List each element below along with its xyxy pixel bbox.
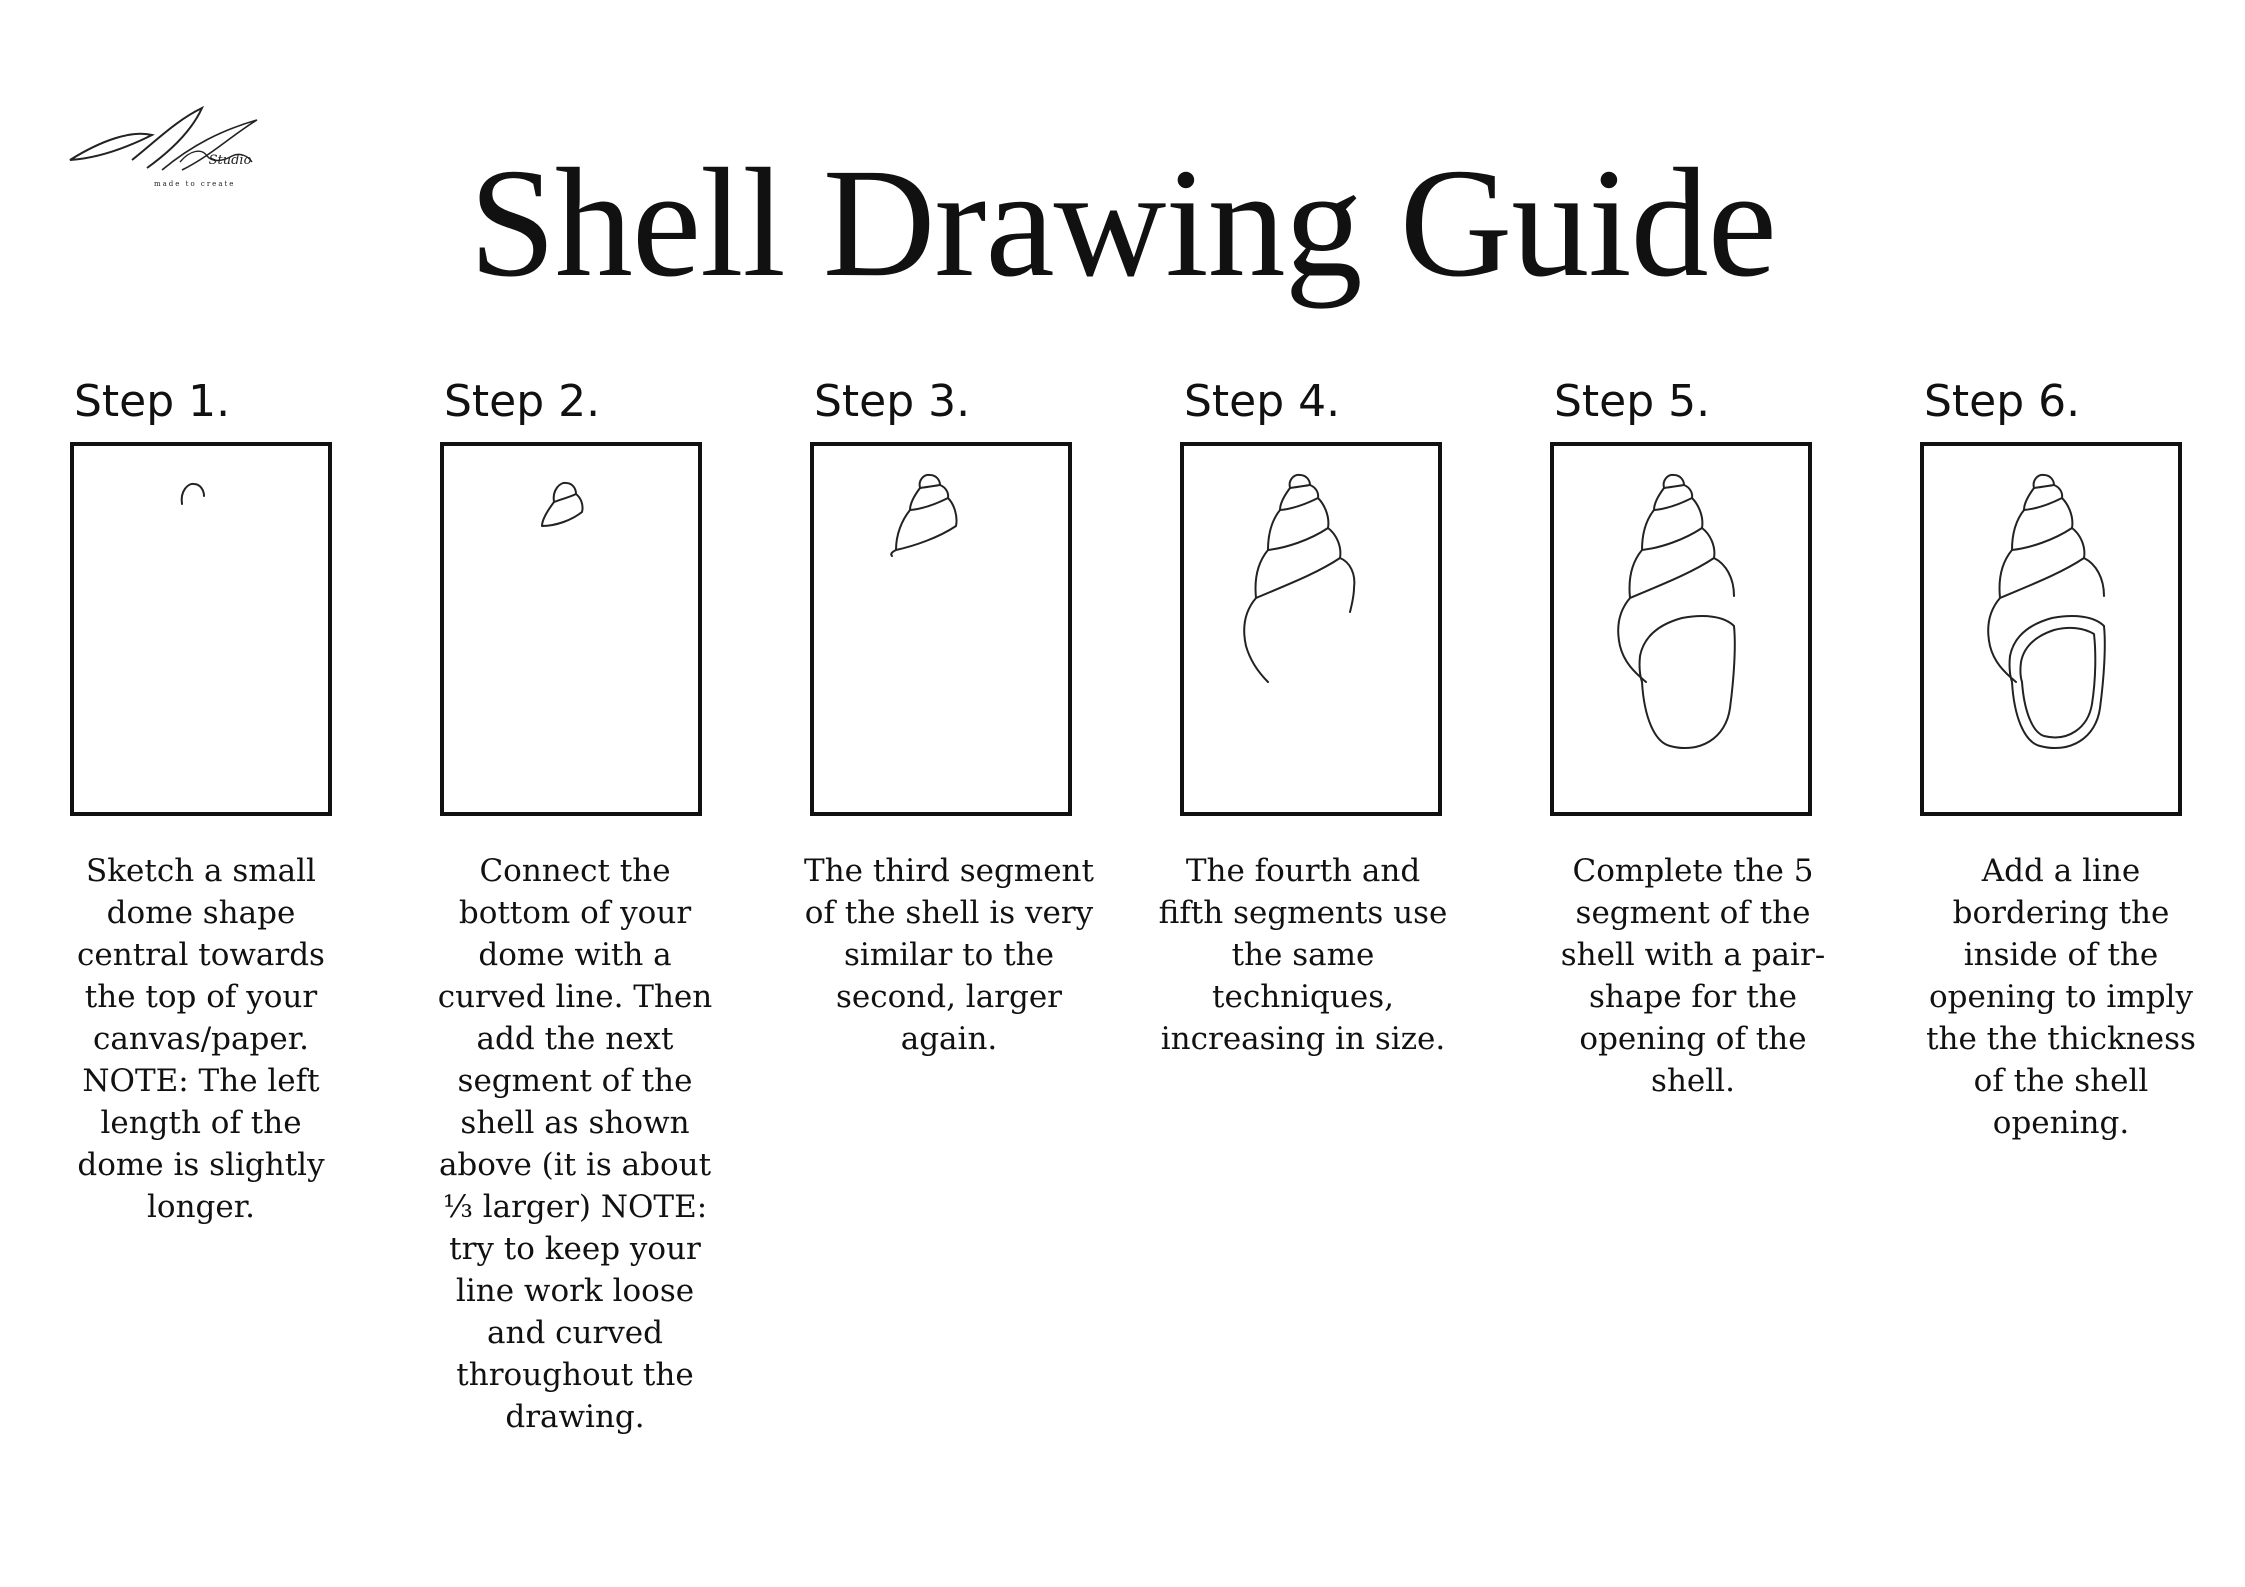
step-2-canvas <box>440 442 702 816</box>
step-5-description: Complete the 5 segment of the shell with a pair-shape for the opening of the shell. <box>1560 853 1826 1099</box>
step-5-canvas <box>1550 442 1812 816</box>
step-3-canvas <box>810 442 1072 816</box>
step-2-label: Step 2. <box>444 376 601 427</box>
step-2-shell-sketch <box>444 446 698 812</box>
logo-wordmark: Studio <box>208 153 252 168</box>
step-1-shell-sketch <box>74 446 328 812</box>
step-4-label: Step 4. <box>1184 376 1341 427</box>
step-4-canvas <box>1180 442 1442 816</box>
step-6-canvas <box>1920 442 2182 816</box>
step-2-description: Connect the bottom of your dome with a curved line. Then add the next segment of the shell as shown above (it is about ⅓ larger) NOTE: try to keep your line work loose and curved throughout the drawing. <box>437 853 713 1435</box>
page-title: Shell Drawing Guide <box>469 136 1776 309</box>
step-6-shell-sketch <box>1924 446 2178 812</box>
step-1-description: Sketch a small dome shape central towards the top of your canvas/paper. NOTE: The left length of the dome is slightly longer. <box>77 853 325 1225</box>
step-3-description: The third segment of the shell is very similar to the second, larger again. <box>804 853 1094 1057</box>
step-6-description: Add a line bordering the inside of the opening to imply the the thickness of the shell opening. <box>1926 853 2196 1141</box>
step-4-description: The fourth and fifth segments use the same techniques, increasing in size. <box>1158 853 1448 1057</box>
step-4-shell-sketch <box>1184 446 1438 812</box>
step-5-shell-sketch <box>1554 446 1808 812</box>
logo-tagline: made to create <box>154 180 236 188</box>
step-1-canvas <box>70 442 332 816</box>
step-3-shell-sketch <box>814 446 1068 812</box>
step-5-label: Step 5. <box>1554 376 1711 427</box>
step-1-label: Step 1. <box>74 376 231 427</box>
step-6-label: Step 6. <box>1924 376 2081 427</box>
step-3-label: Step 3. <box>814 376 971 427</box>
